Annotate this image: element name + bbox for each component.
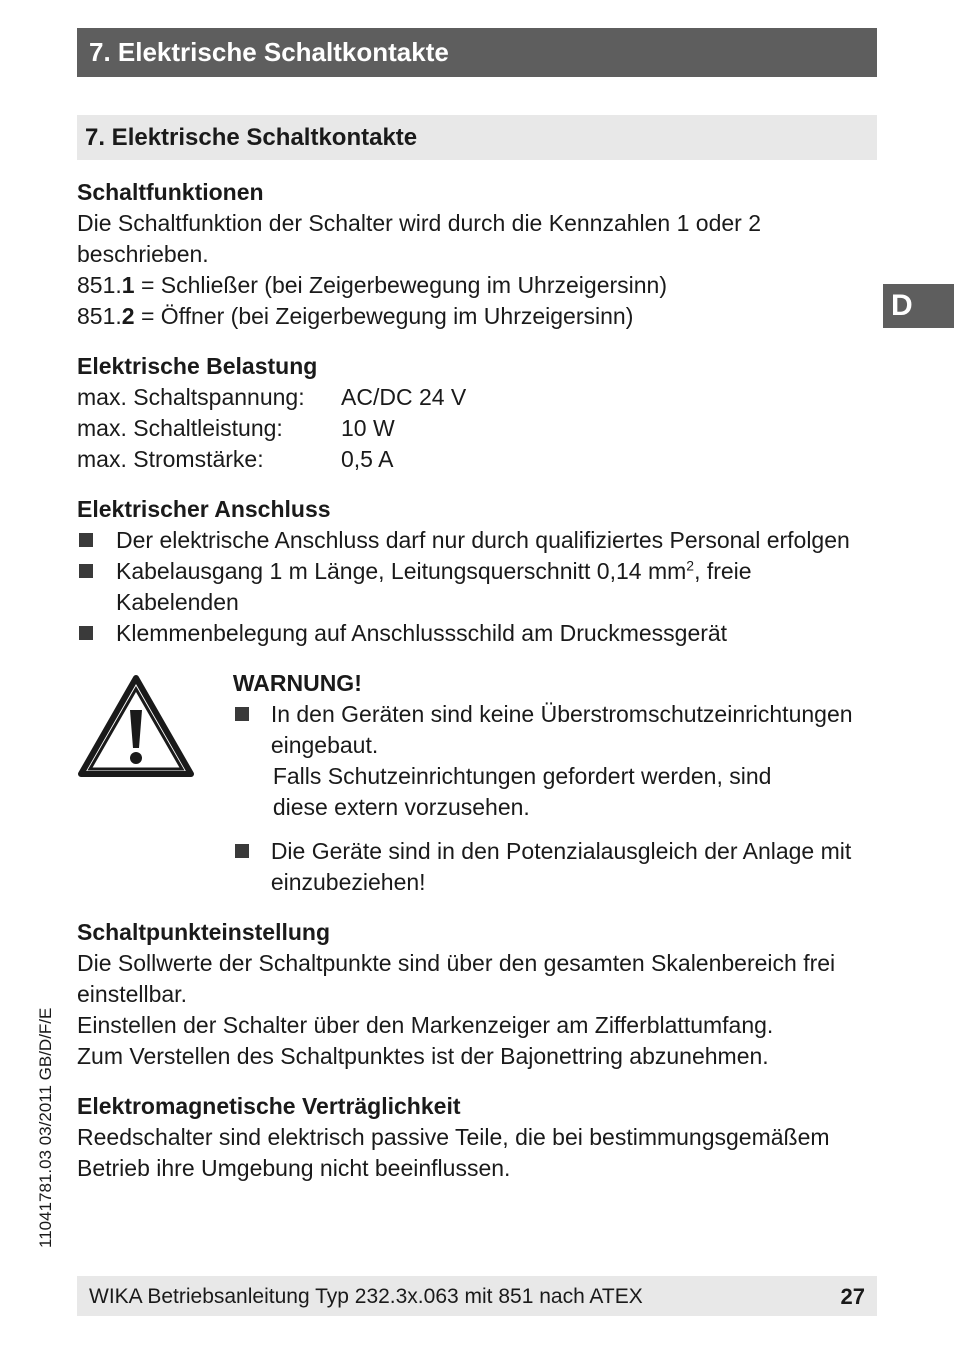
section-belastung	[77, 351, 882, 475]
square-bullet-icon	[235, 844, 249, 858]
warning-box	[77, 668, 882, 898]
text-line: Die Sollwerte der Schaltpunkte sind über den gesamten Skalenbereich frei	[77, 950, 836, 976]
section-anschluss	[77, 494, 882, 649]
section-title: 7. Elektrische Schaltkontakte	[77, 115, 877, 160]
warning-note: Falls Schutzeinrichtungen gefordert werden, sind diese extern vorzusehen.	[272, 763, 772, 820]
language-tab: D	[883, 284, 954, 328]
spec-row: max. Schaltspannung: AC/DC 24 V	[77, 384, 467, 410]
section-emv	[77, 1091, 882, 1184]
warning-triangle-icon	[77, 668, 233, 898]
page-number: 27	[840, 1283, 865, 1309]
square-bullet-icon	[79, 533, 93, 547]
text-line: Die Schaltfunktion der Schalter wird durch die Kennzahlen 1 oder 2	[77, 210, 762, 236]
document-code: 11041781.03 03/2011 GB/D/F/E	[36, 1007, 55, 1248]
text-line: beschrieben.	[77, 241, 209, 267]
chapter-header: 7. Elektrische Schaltkontakte	[77, 28, 877, 77]
page-footer	[77, 1276, 877, 1316]
text-line: Zum Verstellen des Schaltpunktes ist der Bajonettring abzunehmen.	[77, 1043, 769, 1069]
text-line: einstellbar.	[77, 981, 187, 1007]
footer-text: WIKA Betriebsanleitung Typ 232.3x.063 mit 851 nach ATEX	[89, 1284, 643, 1308]
function-item-2: 851.2 = Öffner (bei Zeigerbewegung im Uhrzeigersinn)	[77, 303, 634, 329]
heading-belastung: Elektrische Belastung	[77, 353, 318, 379]
square-bullet-icon	[79, 626, 93, 640]
warning-bullet-list	[233, 836, 882, 898]
main-content	[77, 177, 882, 1203]
heading-schaltfunktionen: Schaltfunktionen	[77, 179, 264, 205]
spec-row: max. Stromstärke: 0,5 A	[77, 446, 394, 472]
list-item: In den Geräten sind keine Überstromschutzeinrichtungen eingebaut.	[233, 699, 882, 761]
warning-heading: WARNUNG!	[232, 670, 362, 696]
square-bullet-icon	[235, 707, 249, 721]
list-item: Klemmenbelegung auf Anschlussschild am Druckmessgerät	[77, 618, 882, 649]
list-item: Die Geräte sind in den Potenzialausgleich der Anlage mit einzubeziehen!	[233, 836, 882, 898]
function-item-1: 851.1 = Schließer (bei Zeigerbewegung im Uhrzeigersinn)	[77, 272, 667, 298]
warning-bullet-list	[233, 699, 882, 761]
list-item: Der elektrische Anschluss darf nur durch qualifiziertes Personal erfolgen	[77, 525, 882, 556]
section-schaltpunkt	[77, 917, 882, 1072]
spec-row: max. Schaltleistung: 10 W	[77, 415, 395, 441]
text-line: Einstellen der Schalter über den Markenzeiger am Zifferblattumfang.	[77, 1012, 774, 1038]
warning-content	[233, 668, 882, 898]
heading-schaltpunkt: Schaltpunkteinstellung	[77, 919, 331, 945]
list-item: Kabelausgang 1 m Länge, Leitungsquerschnitt 0,14 $mm^2$, freie Kabelenden	[77, 556, 882, 618]
text-line: Betrieb ihre Umgebung nicht beeinflussen.	[77, 1155, 511, 1181]
heading-anschluss: Elektrischer Anschluss	[77, 496, 331, 522]
heading-emv: Elektromagnetische Verträglichkeit	[77, 1093, 461, 1119]
square-bullet-icon	[79, 564, 93, 578]
text-line: Reedschalter sind elektrisch passive Teile, die bei bestimmungsgemäßem	[77, 1124, 830, 1150]
section-schaltfunktionen	[77, 177, 882, 332]
bullet-list	[77, 525, 882, 649]
